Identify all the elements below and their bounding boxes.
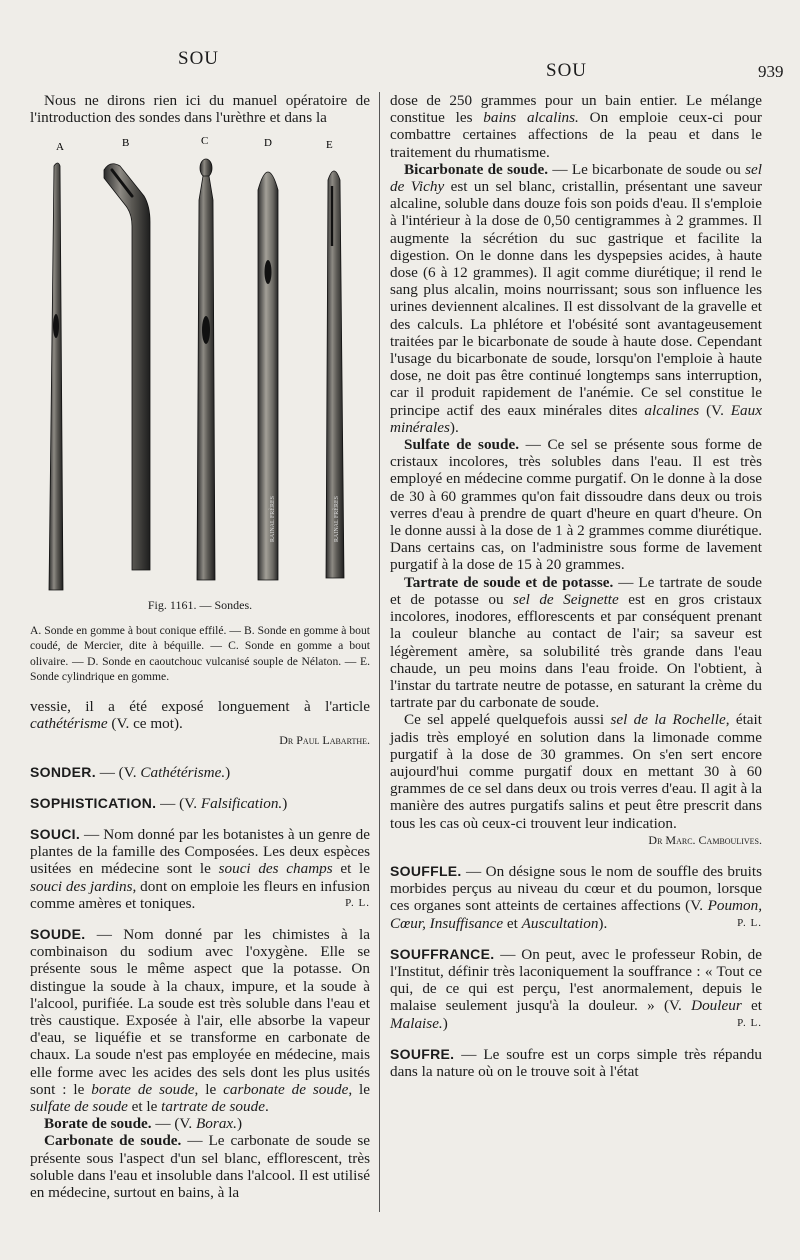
entry-tartrate: Tartrate de soude et de potasse. — Le tartrate de soude et de potasse ou sel de Seignette est en gros cristaux incolores, inodores, efflorescents et par conséquent prenant la couleur blanche au contact de l'air; sa saveur est légèrement amère, sa solubilité très grande dans l'eau chaude, un peu moins dans l'eau froide. On l'obtient, à l'instar du tartrate neutre de potasse, en saturant la crème du tartrate par du carbonate de soude. bbox=[390, 573, 762, 712]
catheter-a bbox=[49, 163, 63, 590]
catheter-c-tip bbox=[200, 159, 212, 177]
engraver-mark-2: RAINAL FRÈRES bbox=[334, 496, 340, 542]
entry-borate: Borate de soude. — (V. Borax.) bbox=[44, 1115, 243, 1133]
carbonate-continuation: dose de 250 grammes pour un bain entier. Le mélange constitue les bains alcalins. On emploie ceux-ci pour combattre certaines affections de la peau et dans le traitement du rhumatisme. bbox=[390, 92, 762, 161]
running-head-right: SOU bbox=[546, 60, 588, 81]
entry-rochelle: Ce sel appelé quelquefois aussi sel de la Rochelle, était jadis très employé en solution dans la limonade comme purgatif à la dose de 30 grammes. On s'en sert encore aujourd'hui comme purgatif doux en mettant 30 à 60 grammes de ce sel dans deux ou trois verres d'eau. Il agit à la manière des autres purgatifs salins et peut être prescrit dans tous les cas où ceux-ci trouvent leur indication. bbox=[390, 711, 762, 832]
figure-letter-c: C bbox=[201, 135, 209, 147]
intro-paragraph: Nous ne dirons rien ici du manuel opératoire de l'introduction des sondes dans l'urèthre et dans la bbox=[30, 92, 370, 127]
catheter-c bbox=[197, 176, 215, 580]
figure-letter-d: D bbox=[264, 137, 272, 149]
entry-soude: SOUDE. — Nom donné par les chimistes à la combinaison du sodium avec l'oxygène. Elle se présente sous le même aspect que la potasse. On distingue la soude à la chaux, impure, et la soude à l'alcool, purifiée. La soude est très soluble dans l'eau et très caustique. Exposée à l'air, elle absorbe la vapeur d'eau, se liquéfie et se transforme en carbonate de chaux. La soude n'est pas employée en médecine, mais elle forme avec les acides des sels dont les plus usités sont : le borate de soude, le carbonate de soude, le sulfate de soude et le tartrate de soude. bbox=[30, 926, 371, 1116]
engraver-mark: RAINAL FRÈRES bbox=[270, 496, 276, 542]
right-column bbox=[390, 92, 762, 1080]
initials: P. L. bbox=[737, 1016, 762, 1029]
catheter-c-eye bbox=[202, 316, 210, 344]
catheter-d-eye bbox=[265, 260, 272, 284]
page-number: 939 bbox=[758, 62, 784, 81]
entry-sophistication: SOPHISTICATION. — (V. Falsification.) bbox=[30, 794, 288, 812]
initials: P. L. bbox=[737, 916, 762, 929]
figure-letter-a: A bbox=[56, 141, 64, 153]
figure-letter-e: E bbox=[326, 139, 333, 151]
column-divider bbox=[379, 92, 380, 1212]
entry-souffrance: SOUFFRANCE. — On peut, avec le professeur Robin, de l'Institut, définir très laconiquement la souffrance : « Tout ce qui, de ce qui est perçu, l'est anormalement, depuis le malaise seulement jusqu'à la douleur. » (V. Douleur et Malaise.) P. L. bbox=[390, 945, 762, 1032]
entry-soufre: SOUFRE. — Le soufre est un corps simple très répandu dans la nature où on le trouve soit à l'état bbox=[390, 1045, 762, 1080]
catheters-figure bbox=[30, 130, 370, 630]
sondes-continuation: vessie, il a été exposé longuement à l'article cathétérisme (V. ce mot). bbox=[30, 698, 370, 733]
entry-sonder: SONDER. — (V. Cathétérisme.) bbox=[30, 763, 231, 781]
entry-sulfate: Sulfate de soude. — Ce sel se présente sous forme de cristaux incolores, très solubles dans l'eau. Il est très employé en médecine comme purgatif. On le donne à la dose de 30 à 60 grammes qu'on fait dissoudre dans deux ou trois verres d'eau à prendre de quart d'heure en quart d'heure. On le donne aussi à la dose de 1 à 2 grammes comme diurétique. Dans certains cas, on l'administre sous forme de lavement purgatif à la dose de 15 à 20 grammes. bbox=[390, 436, 762, 574]
entry-souffle: SOUFFLE. — On désigne sous le nom de souffle des bruits morbides perçus au niveau du cœur et du poumon, lorsque ces organes sont atteints de certaines affections (V. Poumon, Cœur, Insuffisance et Auscultation). P. L. bbox=[390, 862, 762, 932]
initials: P. L. bbox=[345, 896, 370, 909]
catheter-b bbox=[104, 164, 150, 570]
running-head-left: SOU bbox=[178, 48, 220, 69]
figure-letter-b: B bbox=[122, 137, 130, 149]
catheter-a-eye bbox=[53, 314, 59, 338]
signature-camboulives: Dr Marc. Camboulives. bbox=[648, 832, 762, 847]
entry-souci: SOUCI. — Nom donné par les botanistes à un genre de plantes de la famille des Composées. Les deux espèces usitées en médecine sont le souci des champs et le souci des jardins, dont on emploie les fleurs en infusion comme amères et toniques. P. L. bbox=[30, 826, 370, 912]
figure-caption: Fig. 1161. — Sondes. bbox=[147, 598, 253, 612]
signature-labarthe: Dr Paul Labarthe. bbox=[279, 733, 370, 748]
left-intro bbox=[30, 92, 370, 126]
figure-legend: A. Sonde en gomme à bout conique effilé. — B. Sonde en gomme à bout coudé, de Mercier, dite à béquille. — C. Sonde en gomme a bout olivaire. — D. Sonde en caoutchouc vulcanisé souple de Nélaton. — E. Sonde cylindrique en gomme. bbox=[30, 624, 370, 684]
entry-bicarbonate: Bicarbonate de soude. — Le bicarbonate de soude ou sel de Vichy est un sel blanc, cristallin, présentant une saveur alcaline, soluble dans douze fois son poids d'eau. Il s'emploie à l'intérieur à la dose de 0,50 centigrammes à 2 grammes. Il augmente la sécrétion du suc gastrique et facilite la digestion. On le donne dans les dyspepsies acides, à haute dose (6 à 12 grammes). Il agit comme diurétique; il rend le sang plus alcalin, moins nourrissant; sous son influence les urines deviennent alcalines. Il est dissolvant de la gravelle et des calculs. La phlétore et l'obésité sont avantageusement traitées par le bicarbonate de soude à haute dose. Cependant l'usage du bicarbonate de soude, lorsqu'on l'emploie à haute dose, ne doit pas être continué longtemps sans interruption, car il produit rapidement de l'anémie. Ce sel constitue le principe actif des eaux minérales dites alcalines (V. Eaux minérales). bbox=[390, 160, 763, 436]
entry-carbonate: Carbonate de soude. — Le carbonate de soude se présente sous l'aspect d'un sel blanc, efflorescent, très soluble dans l'eau et insoluble dans l'alcool. Il est utilisé en médecine, surtout en bains, à la bbox=[30, 1132, 370, 1202]
left-body bbox=[30, 698, 370, 1201]
